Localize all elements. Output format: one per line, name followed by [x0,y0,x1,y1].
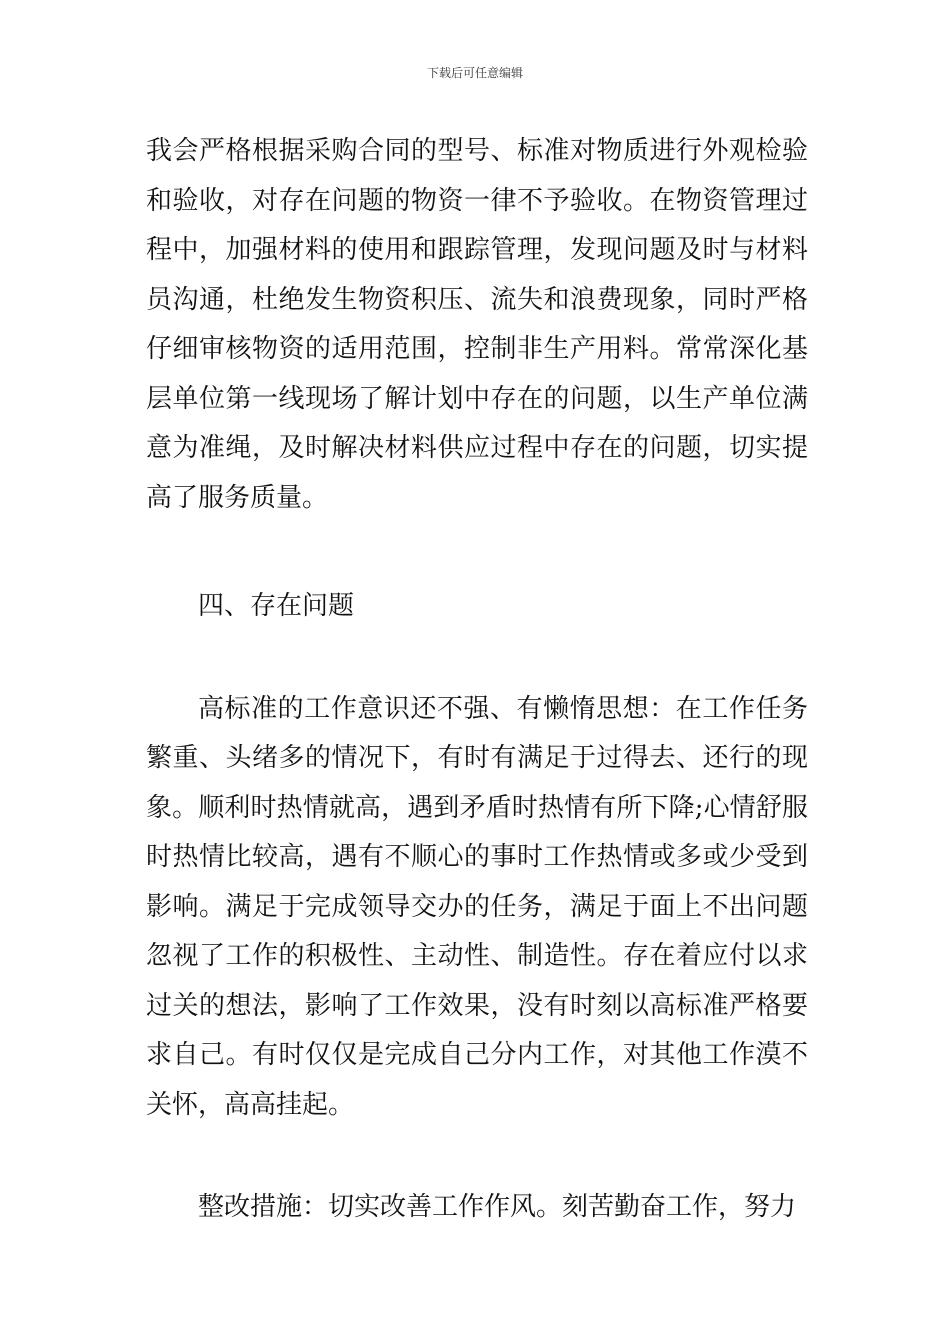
paragraph-problems: 高标准的工作意识还不强、有懒惰思想：在工作任务繁重、头绪多的情况下，有时有满足于过得去、还行的现象。顺利时热情就高，遇到矛盾时热情有所下降;心情舒服时热情比较高，遇有不顺心的事时工作热情或多或少受到影响。满足于完成领导交办的任务，满足于面上不出问题忽视了工作的积极性、主动性、制造性。存在着应付以求过关的想法，影响了工作效果，没有时刻以高标准严格要求自己。有时仅仅是完成自己分内工作，对其他工作漠不关怀，高高挂起。 [146,693,808,1120]
document-body [146,127,808,1233]
page-header-note: 下载后可任意编辑 [426,66,523,80]
section-heading-existing-problems: 四、存在问题 [198,591,355,621]
paragraph-material-management: 我会严格根据采购合同的型号、标准对物质进行外观检验和验收，对存在问题的物资一律不予验收。在物资管理过程中，加强材料的使用和跟踪管理，发现问题及时与材料员沟通，杜绝发生物资积压、流失和浪费现象，同时严格仔细审核物资的适用范围，控制非生产用料。常常深化基层单位第一线现场了解计划中存在的问题，以生产单位满意为准绳，及时解决材料供应过程中存在的问题，切实提高了服务质量。 [146,136,808,513]
paragraph-rectification: 整改措施：切实改善工作作风。刻苦勤奋工作，努力 [198,1192,797,1222]
